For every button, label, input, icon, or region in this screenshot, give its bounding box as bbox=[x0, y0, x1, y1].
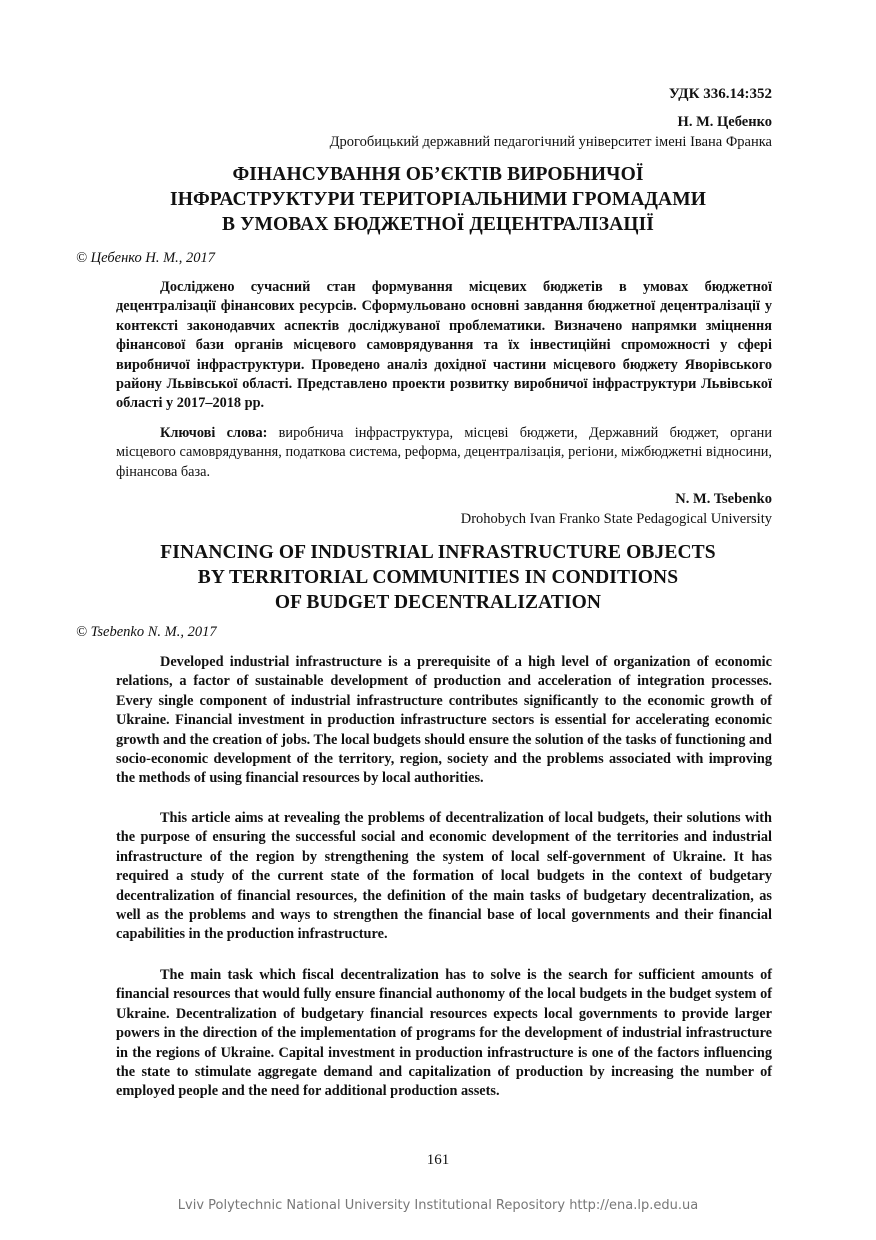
title-en-line: BY TERRITORIAL COMMUNITIES IN CONDITIONS bbox=[197, 567, 679, 588]
title-en-line: FINANCING OF INDUSTRIAL INFRASTRUCTURE OBJECTS bbox=[160, 542, 716, 563]
page-number: 161 bbox=[426, 1152, 450, 1168]
keywords-ua bbox=[116, 424, 772, 482]
repository-footer: Lviv Polytechnic National University Institutional Repository http://ena.lp.edu.ua bbox=[177, 1198, 699, 1213]
affiliation-ua: Дрогобицький державний педагогічний університет імені Івана Франка bbox=[329, 134, 772, 150]
title-ua-line: В УМОВАХ БЮДЖЕТНОЇ ДЕЦЕНТРАЛІЗАЦІЇ bbox=[222, 214, 654, 235]
author-ua: Н. М. Цебенко bbox=[677, 114, 772, 130]
keywords-label: Ключові слова: bbox=[160, 425, 268, 441]
title-ua-line: ІНФРАСТРУКТУРИ ТЕРИТОРІАЛЬНИМИ ГРОМАДАМИ bbox=[170, 189, 706, 210]
author-en: N. M. Tsebenko bbox=[675, 491, 772, 507]
abstract-en-paragraph-3: The main task which fiscal decentralization has to solve is the search for sufficient amounts of financial resources that would fully ensure financial authonomy of the local budgets in the budget system of Ukraine. Decentralization of budgetary financial resources expects local governments to provide larger powers in the direction of the implementation of programs for the development of industrial infrastructure in the regions of Ukraine. Capital investment in production infrastructure is one of the factors influencing the state to stimulate aggregate demand and capitalization of production by increasing the number of employed people and the need for additional production assets. bbox=[116, 967, 772, 1100]
title-ua bbox=[104, 162, 772, 237]
abstract-ua: Досліджено сучасний стан формування місцевих бюджетів в умовах бюджетної децентралізації фінансових ресурсів. Сформульовано основні завдання бюджетної децентралізації у контексті законодавчих аспектів досліджуваної проблематики. Визначено напрямки зміцнення фінансової бази органів місцевого самоврядування та їх інвестиційні спроможності у сфері виробничої інфраструктури. Проведено аналіз дохідної частини місцевого бюджету Яворівського району Львівської області. Представлено проекти розвитку виробничої інфраструктури Львівської області у 2017–2018 рр. bbox=[116, 279, 772, 412]
copyright-en: © Tsebenko N. M., 2017 bbox=[76, 624, 217, 640]
title-ua-line: ФІНАНСУВАННЯ ОБ’ЄКТІВ ВИРОБНИЧОЇ bbox=[232, 164, 644, 185]
affiliation-en: Drohobych Ivan Franko State Pedagogical University bbox=[460, 511, 772, 527]
title-en bbox=[104, 540, 772, 615]
copyright-ua: © Цебенко Н. М., 2017 bbox=[76, 250, 216, 266]
abstract-en-paragraph-2: This article aims at revealing the problems of decentralization of local budgets, their solutions with the purpose of ensuring the successful social and economic development of the territories and industrial infrastructure of the region by strengthening the system of local self-government of Ukraine. It has required a study of the current state of the formation of local budgets in the context of budgetary decentralization of financial resources, the definition of the main tasks of budgetary decentralization, as well as the problems and ways to strengthen the financial base of local governments and their financial capabilities in the production infrastructure. bbox=[116, 810, 772, 943]
abstract-en-paragraph-1: Developed industrial infrastructure is a prerequisite of a high level of organization of economic relations, a factor of sustainable development of production and acceleration of integration processes. Every single component of industrial infrastructure contributes significantly to the economic growth of Ukraine. Financial investment in production infrastructure sectors is essential for accelerating economic growth and the creation of jobs. The local budgets should ensure the solution of the tasks of functioning and socio-economic development of the territory, region, society and the problems associated with improving the methods of using financial resources by local authorities. bbox=[116, 654, 772, 787]
title-en-line: OF BUDGET DECENTRALIZATION bbox=[274, 592, 602, 613]
udk-code: УДК 336.14:352 bbox=[668, 86, 772, 102]
keywords-text: виробнича інфраструктура, місцеві бюджети, Державний бюджет, органи місцевого самоврядування, податкова система, реформа, децентралізація, регіони, міжбюджетні відносини, фінансова база. bbox=[116, 425, 772, 480]
